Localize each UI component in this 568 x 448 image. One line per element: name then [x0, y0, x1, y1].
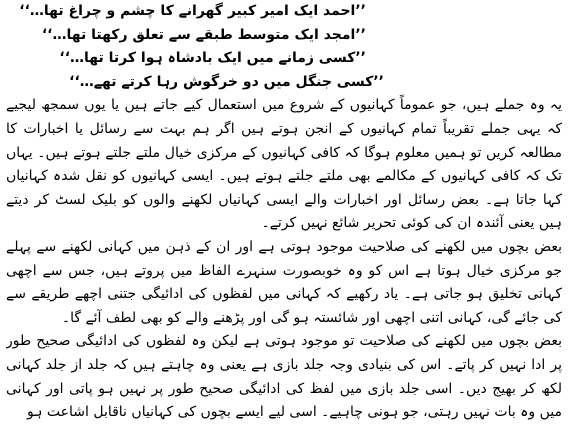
- opening-quote-2: ’’امجد ایک متوسط طبقے سے تعلق رکھتا تھا…‘‘: [41, 26, 366, 43]
- body-paragraph-2: بعض بچوں میں لکھنے کی صلاحیت موجود ہوتی ہے اور ان کے ذہن میں کہانی لکھنے سے پہلے جو مرکزی خیال ہوتا ہے اس کو وہ خوبصورت سنہرے الفاظ میں پروتے ہیں، جس سے اچھی کہانی تخلیق ہو جاتی ہے۔ یاد رکھیے کہ کہانی میں لفظوں کی ادائیگی جتنی اچھے طریقے سے کی جائے گی، کہانی اتنی اچھی اور شائستہ ہو گی اور پڑھنے والے کو بھی لطف آئے گا۔: [6, 238, 562, 326]
- opening-quote-4: ’’کسی جنگل میں دو خرگوش رہا کرتے تھے…‘‘: [69, 73, 384, 90]
- opening-quote-1: ’’احمد ایک امیر کبیر گھرانے کا چشم و چراغ تھا…‘‘: [19, 3, 366, 19]
- body-paragraph-3: بعض بچوں میں لکھنے کی صلاحیت تو موجود ہوتی ہے لیکن وہ لفظوں کی ادائیگی صحیح طور پر ادا نہیں کر پاتے۔ اس کی بنیادی وجہ جلد بازی ہے یعنی وہ چاہتے ہیں کہ جلد از جلد کہانی لکھ کر بھیج دیں۔ اسی جلد بازی میں لفظ کی ادائیگی صحیح طور پر نہیں ہو پاتی اور کہانی میں وہ بات نہیں رہتی، جو ہونی چاہیے۔ اسی لیے ایسے بچوں کی کہانیاں ناقابل اشاعت ہو: [6, 333, 562, 421]
- opening-quote-3: ’’کسی زمانے میں ایک بادشاہ ہوا کرتا تھا…‘‘: [59, 50, 366, 67]
- article-page: [6, 0, 562, 448]
- body-paragraph-1: یہ وہ جملے ہیں، جو عموماً کہانیوں کے شروع میں استعمال کیے جاتے ہیں یا یوں سمجھ لیجیے کہ یہی جملے تقریباً تمام کہانیوں کے انجن ہوتے ہیں اگر ہم بہت سے رسائل یا اخبارات کا مطالعہ کریں تو ہمیں معلوم ہوگا کہ کافی کہانیوں کے مرکزی خیال ملتے جلتے ہوتے ہیں۔ یہاں تک کہ کافی کہانیوں کے مکالمے بھی ملتے جلتے ہوتے ہیں۔ ایسی کہانیوں کو نقل شدہ کہانیاں کہا جاتا ہے۔ بعض رسائل اور اخبارات والے ایسی کہانیاں لکھنے والوں کو بلیک لسٹ کر دیتے ہیں یعنی آئندہ ان کی کوئی تحریر شائع نہیں کرتے۔: [6, 97, 562, 232]
